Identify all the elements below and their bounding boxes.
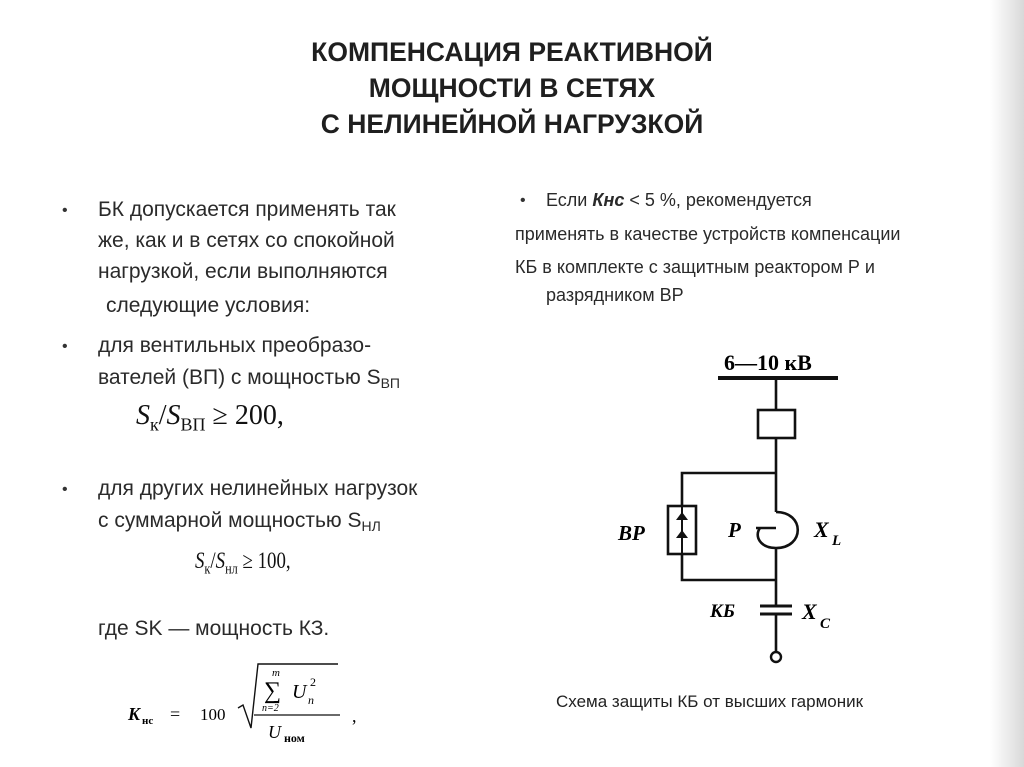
formula-vp-s2: S bbox=[166, 400, 181, 431]
formula-nl-rhs: ≥ 100, bbox=[242, 548, 291, 573]
kns-comma: , bbox=[352, 706, 357, 726]
b2-line-2 bbox=[98, 364, 400, 397]
where-note: где SK — мощность КЗ. bbox=[98, 617, 330, 640]
formula-nl-s2: S bbox=[215, 548, 226, 573]
bullet-3: • bbox=[62, 481, 68, 498]
label-xl-sub: L bbox=[832, 533, 842, 549]
b2-line-1: для вентильных преобразо- bbox=[98, 334, 372, 357]
ground-terminal bbox=[771, 652, 781, 662]
label-xc-sub: C bbox=[820, 616, 831, 632]
b2-line-2-text: вателей (ВП) с мощностью S bbox=[98, 366, 381, 389]
title-line-3: С НЕЛИНЕЙНОЙ НАГРУЗКОЙ bbox=[320, 109, 704, 139]
kns-u-sub: n bbox=[308, 693, 314, 707]
wire-branch-bottom bbox=[682, 554, 776, 580]
kns-den-sub: ном bbox=[284, 731, 305, 745]
kns-den: U bbox=[268, 722, 281, 742]
fuse-box bbox=[758, 410, 795, 438]
b3-line-2-text: с суммарной мощностью S bbox=[98, 509, 362, 532]
formula-nl-slash: / bbox=[210, 548, 216, 573]
right-line-1-kns: Кнс bbox=[592, 190, 625, 210]
formula-vp-sub-vp: ВП bbox=[180, 414, 206, 435]
label-bp: ВР bbox=[618, 521, 645, 545]
kns-k-sub: нс bbox=[142, 715, 154, 727]
right-line-4: разрядником ВР bbox=[546, 285, 684, 305]
label-kb: КБ bbox=[710, 601, 735, 622]
bus-bar bbox=[718, 376, 838, 380]
formula-kns bbox=[120, 660, 380, 752]
b3-line-1: для других нелинейных нагрузок bbox=[98, 477, 418, 500]
reactor-coil bbox=[758, 512, 798, 548]
formula-nl-sub-nl: нл bbox=[225, 561, 238, 578]
kns-eq: = bbox=[170, 704, 181, 724]
formula-nl-sub-k: к bbox=[204, 561, 211, 578]
right-line-3: КБ в комплекте с защитным реактором Р и bbox=[515, 257, 875, 277]
right-line-1-a: Если bbox=[546, 190, 593, 210]
right-line-2: применять в качестве устройств компенсации bbox=[515, 224, 901, 244]
b1-line-1: БК допускается применять так bbox=[98, 198, 396, 221]
formula-nl-s: S bbox=[195, 548, 205, 573]
right-line-1 bbox=[546, 188, 812, 212]
b1-line-4: следующие условия: bbox=[106, 294, 311, 317]
kns-sum: ∑ bbox=[264, 678, 282, 704]
bus-label: 6—10 кВ bbox=[724, 350, 812, 375]
formula-nl bbox=[195, 548, 291, 579]
b3-line-2-sub: НЛ bbox=[361, 518, 381, 534]
formula-vp bbox=[136, 400, 284, 436]
formula-vp-slash: / bbox=[158, 400, 167, 431]
b3-line-2 bbox=[98, 507, 381, 540]
circuit-diagram bbox=[600, 340, 880, 680]
formula-vp-sub-k: к bbox=[150, 414, 159, 435]
kns-sum-top: m bbox=[272, 667, 280, 679]
diagram-caption: Схема защиты КБ от высших гармоник bbox=[556, 692, 864, 711]
label-xl: X bbox=[814, 517, 829, 542]
bullet-1: • bbox=[62, 202, 68, 219]
bullet-right: • bbox=[520, 192, 526, 209]
sqrt-sign bbox=[238, 664, 338, 728]
bullet-2: • bbox=[62, 338, 68, 355]
label-xc: X bbox=[802, 599, 817, 624]
kns-coef: 100 bbox=[200, 705, 226, 724]
arrester-arrow-2 bbox=[676, 530, 688, 538]
formula-vp-rhs: ≥ 200, bbox=[212, 400, 284, 431]
b1-line-2: же, как и в сетях со спокойной bbox=[98, 229, 395, 252]
formula-vp-s: S bbox=[136, 400, 150, 431]
b1-line-3: нагрузкой, если выполняются bbox=[98, 260, 388, 283]
wire-branch-top bbox=[682, 473, 776, 506]
title-line-1: КОМПЕНСАЦИЯ РЕАКТИВНОЙ bbox=[311, 37, 713, 67]
label-p: Р bbox=[728, 518, 741, 542]
b2-line-2-sub: ВП bbox=[380, 375, 400, 391]
kns-u: U bbox=[292, 681, 307, 703]
kns-sum-bot: n=2 bbox=[262, 703, 279, 714]
title-line-2: МОЩНОСТИ В СЕТЯХ bbox=[368, 73, 656, 103]
right-line-1-c: < 5 %, рекомендуется bbox=[624, 190, 812, 210]
kns-u-sup: 2 bbox=[310, 675, 316, 689]
slide-title bbox=[0, 34, 1024, 142]
kns-k: K bbox=[128, 704, 141, 724]
arrester-arrow-up bbox=[676, 512, 688, 520]
